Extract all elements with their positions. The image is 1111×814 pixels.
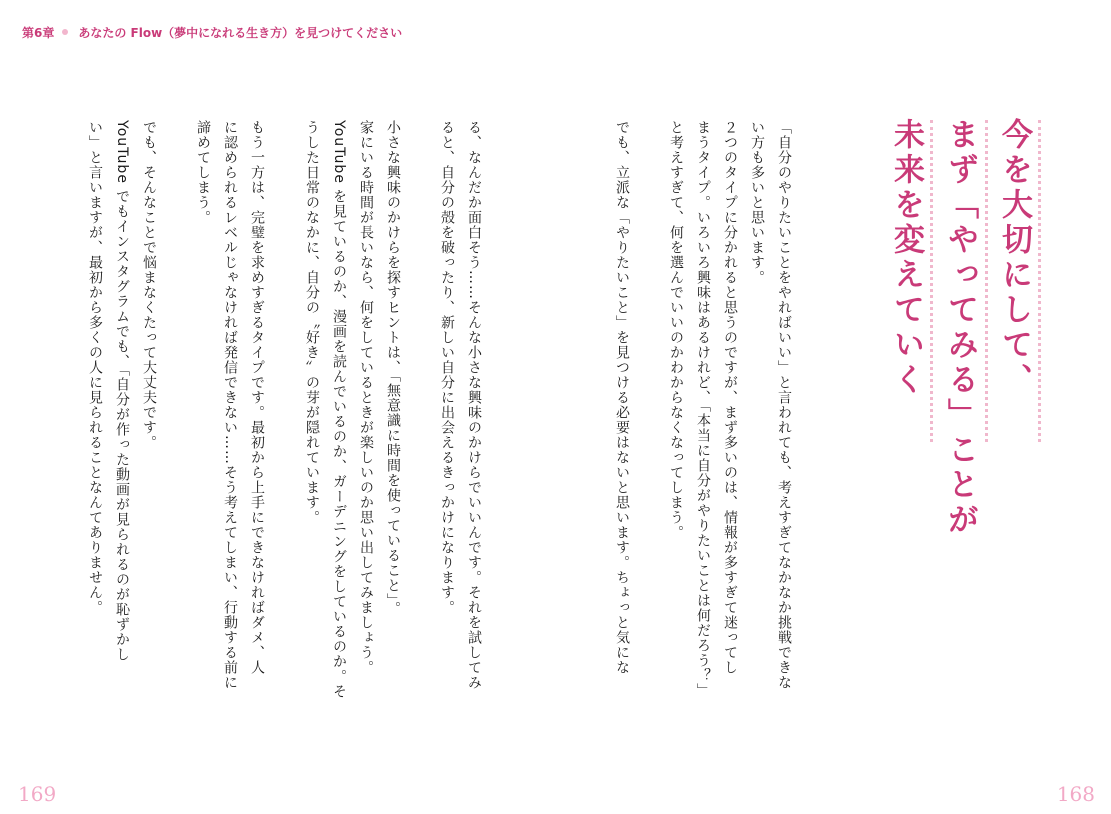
text-column: ２つのタイプに分かれると思うのですが、まず多いのは、情報が多すぎて迷ってし [722,120,738,675]
text-column: 「自分のやりたいことをやればいい」と言われても、考えすぎてなかなか挑戦できな [776,120,792,690]
text-column: YouTube でもインスタグラムでも、「自分が作った動画が見られるのが恥ずかし [114,120,130,663]
text-column: 諦めてしまう。 [195,120,211,225]
text-column: い」と言いますが、最初から多くの人に見られることなんてありません。 [87,120,103,615]
text-column: YouTube を見ているのか、漫画を読んでいるのか、ガーデニングをしているのか。そ [331,120,347,700]
text-column: 小さな興味のかけらを探すヒントは、「無意識に時間を使っていること」。 [385,120,401,616]
text-column: に認められるレベルじゃなければ発信できない……そう考えてしまい、行動する前に [222,120,238,690]
text-column: ると、自分の殻を破ったり、新しい自分に出会えるきっかけになります。 [439,120,455,615]
text-column: い方も多いと思います。 [749,120,765,285]
text-column: と考えすぎて、何を選んでいいのかわからなくなってしまう。 [668,120,684,540]
chapter-title: あなたの Flow（夢中になれる生き方）を見つけてください [78,25,403,40]
heading-line: 今を大切にして、 [996,118,1032,398]
heading-line: まず「やってみる」ことが [942,118,978,538]
page-number-left: 169 [18,782,57,806]
chapter-header [22,22,402,42]
page-number-right: 168 [1056,782,1095,806]
text-column: でも、立派な「やりたいこと」を見つける必要はないと思います。ちょっと気にな [614,120,630,675]
text-column: まうタイプ。いろいろ興味はあるけれど、「本当に自分がやりたいことは何だろう？」 [695,120,711,698]
bullet-dot-icon [62,29,68,35]
chapter-label: 第6章 [22,25,55,40]
text-column: る、なんだか面白そう……そんな小さな興味のかけらでいいんです。それを試してみ [466,120,482,690]
text-column: もう一方は、完璧を求めすぎるタイプです。最初から上手にできなければダメ、人 [249,120,265,675]
text-column: うした日常のなかに、自分の〝好き〟の芽が隠れています。 [304,120,320,525]
heading-line: 未来を変えていく [888,118,924,398]
text-column: 家にいる時間が長いなら、何をしているときが楽しいのか思い出してみましょう。 [358,120,374,675]
text-column: でも、そんなことで悩まなくたって大丈夫です。 [141,120,157,450]
section-heading [879,118,1041,538]
